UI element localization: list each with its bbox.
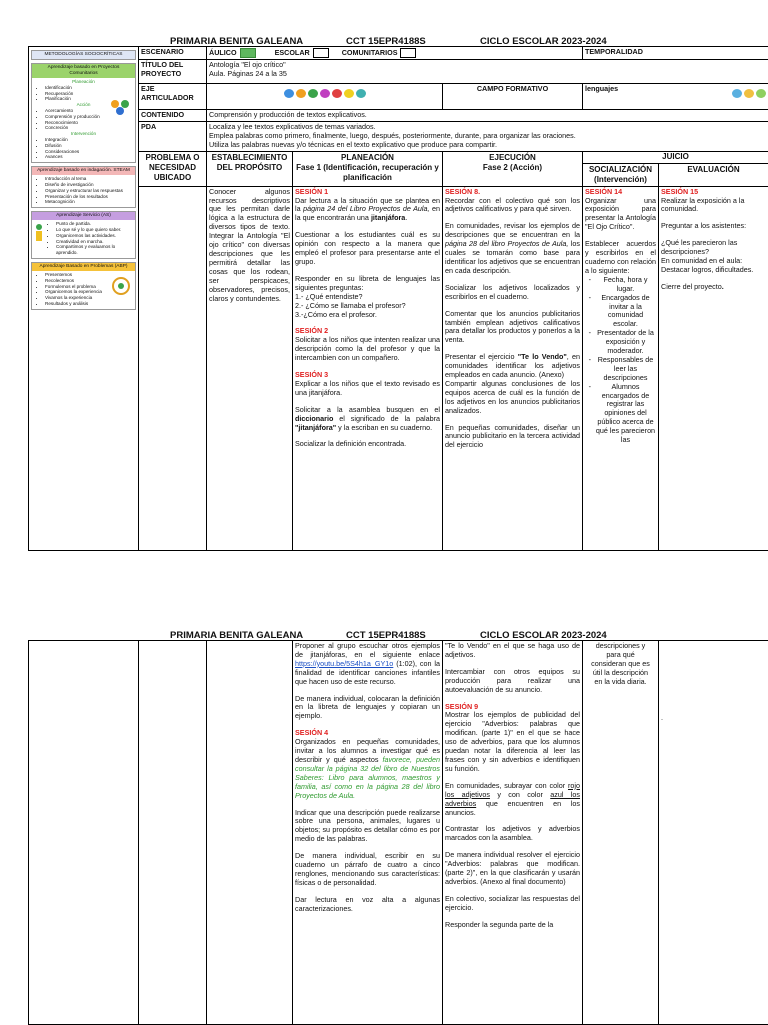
juicio-label: JUICIO xyxy=(583,151,768,163)
pda-line: Emplea palabras como primero, finalmente, luego, después, posteriormente, durante, para organizar las oraciones. xyxy=(209,132,766,141)
list-item: • Concreción xyxy=(45,125,132,131)
proposito-label: ESTABLECIMIENTO DEL PROPÓSITO xyxy=(207,151,293,186)
evaluacion-label: EVALUACIÓN xyxy=(659,163,768,186)
list-item: • Difusión xyxy=(45,143,132,149)
question: 3.-¿Cómo era el profesor. xyxy=(295,311,440,320)
service-body xyxy=(32,220,135,258)
eje-icons xyxy=(207,84,443,110)
text: página 24 del Libro Proyectos de Aula, xyxy=(303,204,429,213)
list-item: • Reconocimiento xyxy=(45,120,132,126)
steam-body xyxy=(32,175,135,207)
contenido-label: CONTENIDO xyxy=(139,110,207,122)
planeacion-sub: Fase 1 (Identificación, recuperación y planificación xyxy=(295,163,440,183)
paragraph: Establecer acuerdos y escribirlos en el cuaderno con relación a lo siguiente: xyxy=(585,240,656,276)
lenguajes-icons xyxy=(732,89,766,98)
list-item: • Avances xyxy=(45,154,132,160)
planning-table-page1 xyxy=(28,46,768,551)
text: Organizados en pequeñas comunidades, invitar a los alumnos a investigar qué es describir y qué aspectos xyxy=(295,737,440,764)
paragraph: ¿Qué les parecieron las descripciones? xyxy=(661,239,766,257)
list-item: • Consideraciones xyxy=(45,149,132,155)
eje-label: EJE ARTICULADOR xyxy=(139,84,207,110)
school-cycle: CICLO ESCOLAR 2023-2024 xyxy=(480,36,607,47)
titulo-line2: Aula. Páginas 24 a la 35 xyxy=(209,70,766,79)
text: en la que encontrarán una xyxy=(295,204,440,222)
problems-title: Aprendizaje Basado en Problemas (ABP) xyxy=(32,263,135,271)
text: diccionario xyxy=(295,414,333,423)
interculturality-icon xyxy=(308,89,318,98)
list-item: • Punto de partida. xyxy=(56,221,132,227)
text: Proponer al grupo escuchar otros ejemplos de jitanjáforas, en el siguiente enlace xyxy=(295,641,440,659)
problema-cell xyxy=(139,186,207,550)
methodology-title: METODOLOGÍAS SOCIOCRÍTICAS xyxy=(32,51,135,59)
paragraph: Mostrar los ejemplos de publicidad del ejercicio "Adverbios: palabras que modifican. (parte 1)" en el que se hace uso de adverbios, para que los alumnos puedan notar la diferencia al leer las frases con y sin adverbios e identifiquen su función. xyxy=(445,711,580,773)
planeacion-cell-p2 xyxy=(293,641,443,1025)
reading-icon xyxy=(344,89,354,98)
session-title: SESIÓN 2 xyxy=(295,327,440,336)
question: 1.- ¿Qué entendiste? xyxy=(295,293,440,302)
text: azul los adverbios xyxy=(445,790,580,808)
escolar-label: ESCOLAR xyxy=(275,48,310,57)
paragraph: Responder en su libreta de lenguajes las siguientes preguntas: xyxy=(295,275,440,293)
steam-title: Aprendizaje basado en indagación. STEAM xyxy=(32,167,135,175)
text: jitanjáfora xyxy=(371,213,405,222)
problema-cell-empty xyxy=(139,641,207,1025)
list-item: - Alumnos encargados de registrar las opiniones del público acerca de qué les parecieron las xyxy=(595,383,656,445)
paragraph: Realizar la exposición a la comunidad. xyxy=(661,197,766,215)
ejecucion-header xyxy=(443,151,583,186)
paragraph: Explicar a los niños que el texto revisado es una jitanjáfora. xyxy=(295,380,440,398)
paragraph: Responder la segunda parte de la xyxy=(445,921,580,930)
text: que encuentren en los anuncios. xyxy=(445,799,580,817)
phase-planeacion: Planeación xyxy=(35,79,132,85)
text: los cuales se tomarán como base para identificar los adjetivos que se encuentran en cada descripción. xyxy=(445,239,580,275)
list-item: • Resultados y análisis xyxy=(45,301,132,307)
text: el significado de la palabra xyxy=(333,414,440,423)
school-name: PRIMARIA BENITA GALEANA xyxy=(170,36,303,47)
text: página 28 del libro Proyectos de Aula, xyxy=(445,239,568,248)
socializacion-cell-p2: descripciones y para qué consideran que es útil la descripción en la vida diaria. xyxy=(583,641,659,1025)
escenario-label: ESCENARIO xyxy=(139,47,207,60)
paragraph: Contrastar los adjetivos y adverbios marcados con la asamblea. xyxy=(445,825,580,843)
people-icon xyxy=(33,223,45,245)
list-item: - Presentador de la exposición y moderador. xyxy=(595,329,656,356)
session-title: SESIÓN 14 xyxy=(585,188,656,197)
aulico-checkbox[interactable] xyxy=(240,48,256,58)
titulo-value xyxy=(207,60,768,84)
puzzle-icon xyxy=(111,275,131,297)
planeacion-header xyxy=(293,151,443,186)
service-box xyxy=(31,211,136,259)
inclusion-icon xyxy=(284,89,294,98)
lenguajes-icon xyxy=(744,89,754,98)
paragraph: Solicitar a los niños que intenten realizar una descripción como la del profesor y que la intercambien con un compañero. xyxy=(295,336,440,363)
list-item: • Lo que sé y lo que quiero saber. xyxy=(56,227,132,233)
text: favorece, pueden consultar la página 32 del libro de Nuestros Saberes: Libro para alumnos, maestros y familia, así como en la página 28 del libro Proyectos de Aula. xyxy=(295,755,440,800)
paragraph: Cuestionar a los estudiantes cuál es su opinión con respecto a la manera que empleó el profesor para presentarse ante el grupo. xyxy=(295,231,440,267)
abp-projects-box xyxy=(31,63,136,163)
list-item: • Integración xyxy=(45,137,132,143)
list-item: - Fecha, hora y lugar. xyxy=(595,276,656,294)
evaluacion-cell-p2 xyxy=(659,641,768,1025)
paragraph: De manera individual, colocaran la definición en la libreta de lenguajes y copiaran un ejemplo. xyxy=(295,695,440,722)
list-item: • Metacognición xyxy=(45,199,132,205)
phase-accion: Acción xyxy=(35,102,132,108)
steam-box xyxy=(31,166,136,208)
list-item: • Planificación xyxy=(45,96,132,102)
paragraph: En comunidad en el aula: Destacar logros, dificultades. xyxy=(661,257,766,275)
gender-equality-icon xyxy=(320,89,330,98)
session-title: SESIÓN 8. xyxy=(445,188,580,197)
pda-line: Localiza y lee textos explicativos de temas variados. xyxy=(209,123,766,132)
video-link[interactable]: https://youtu.be/5S4h1a_GY1o xyxy=(295,659,393,668)
temporalidad-label: TEMPORALIDAD xyxy=(583,47,768,60)
list-item: • Compartimos y evaluamos lo aprendido. xyxy=(56,244,132,256)
list-item: • Acercamiento xyxy=(45,108,132,114)
pda-line: Utiliza las palabras nuevas y/o técnicas en el texto explicativo que produce para compartir. xyxy=(209,141,766,150)
school-cycle: CICLO ESCOLAR 2023-2024 xyxy=(480,630,607,641)
service-title: Aprendizaje Servicio (AS) xyxy=(32,212,135,220)
session-title: SESIÓN 9 xyxy=(445,703,580,712)
text: y con color xyxy=(490,790,550,799)
text: y la escriban en su cuaderno. xyxy=(336,423,432,432)
escenario-options xyxy=(207,47,583,60)
list-item: • Organicemos la experiencia xyxy=(45,289,132,295)
contenido-value: Comprensión y producción de textos explicativos. xyxy=(207,110,768,122)
text: . xyxy=(722,282,724,291)
list-item: • Recolectemos xyxy=(45,278,132,284)
escolar-checkbox[interactable] xyxy=(313,48,329,58)
paragraph: De manera individual, escribir en su cuaderno un párrafo de cuatro a cinco renglones, mencionando sus características: físicas o de personalidad. xyxy=(295,852,440,888)
ejecucion-cell xyxy=(443,186,583,550)
socializacion-cell xyxy=(583,186,659,550)
methodology-title-box xyxy=(31,50,136,60)
aulico-label: ÁULICO xyxy=(209,48,237,57)
text: "Te lo Vendo" xyxy=(518,352,567,361)
text: (1:02), con la finalidad de identificar canciones infantiles que hacen uso de este recurso. xyxy=(295,659,440,686)
cct-code: CCT 15EPR4188S xyxy=(346,630,426,641)
campo-label: CAMPO FORMATIVO xyxy=(443,84,583,110)
paragraph: . xyxy=(661,714,766,723)
cct-code: CCT 15EPR4188S xyxy=(346,36,426,47)
school-name: PRIMARIA BENITA GALEANA xyxy=(170,630,303,641)
sidebar-cell-empty xyxy=(29,641,139,1025)
text: Cierre del proyecto xyxy=(661,282,722,291)
text: "jitanjáfora" xyxy=(295,423,336,432)
paragraph: "Te lo Vendo" en el que se haga uso de adjetivos. xyxy=(445,642,580,660)
session-title: SESIÓN 15 xyxy=(661,188,766,197)
evaluacion-cell xyxy=(659,186,768,550)
comunitarios-checkbox[interactable] xyxy=(400,48,416,58)
list-item: - Encargados de invitar a la comunidad escolar. xyxy=(595,294,656,330)
ejecucion-sub: Fase 2 (Acción) xyxy=(445,163,580,173)
list-item: • Organizar y estructurar las respuestas xyxy=(45,188,132,194)
paragraph: Recordar con el colectivo qué son los adjetivos calificativos y para qué sirven. xyxy=(445,197,580,215)
critical-thinking-icon xyxy=(296,89,306,98)
list-item: • Formulemos el problema xyxy=(45,284,132,290)
problems-box xyxy=(31,262,136,310)
session-title: SESIÓN 4 xyxy=(295,729,440,738)
eje-articulador-icons xyxy=(284,89,366,98)
socializacion-label: SOCIALIZACIÓN (Intervención) xyxy=(583,163,659,186)
session-title: SESIÓN 1 xyxy=(295,188,440,197)
arts-icon xyxy=(356,89,366,98)
paragraph: Intercambiar con otros equipos su producción para realizar una autoevaluación de su anuncio. xyxy=(445,668,580,695)
phase-intervencion: Intervención xyxy=(35,131,132,137)
paragraph: Comentar que los anuncios publicitarios también emplean adjetivos calificativos para detallar los productos y ponerlos a la venta. xyxy=(445,310,580,346)
list-item: • Vivamos la experiencia xyxy=(45,295,132,301)
abp-projects-title: Aprendizaje basado en Proyectos Comunitarios xyxy=(32,64,135,78)
methodology-sidebar xyxy=(29,47,139,551)
paragraph: Compartir algunas conclusiones de los equipos acerca de cuál es la función de los adjetivos en los anuncios publicitarios analizados. xyxy=(445,380,580,416)
campo-value-cell xyxy=(583,84,768,110)
text: Solicitar a la asamblea busquen en el xyxy=(295,405,440,414)
problems-body xyxy=(32,271,135,309)
paragraph: Socializar los adjetivos localizados y escribirlos en el cuaderno. xyxy=(445,284,580,302)
paragraph: Organizar una exposición para presentar la Antología "El Ojo Crítico". xyxy=(585,197,656,233)
text: Dar lectura a la situación que se plantea en la xyxy=(295,196,440,214)
text: rojo los adjetivos xyxy=(445,781,580,799)
text: , en comunidades identificar los adjetivos empleados en cada anuncio. (Anexo) xyxy=(445,352,580,379)
paragraph: En pequeñas comunidades, diseñar un anuncio publicitario en la tercera actividad del ejercicio xyxy=(445,424,580,451)
paragraph: En colectivo, socializar las respuestas del ejercicio. xyxy=(445,895,580,913)
abp-projects-body xyxy=(32,78,135,162)
list-item: • Creatividad en marcha. xyxy=(56,239,132,245)
planning-table-page2 xyxy=(28,640,768,1025)
proposito-cell-empty xyxy=(207,641,293,1025)
ejecucion-label: EJECUCIÓN xyxy=(445,153,580,163)
planeacion-cell: SESIÓN 1 Dar lectura a la situación que se plantea en la página 24 del Libro Proyectos de Aula, en la que encontrarán una jitanjáfora. Cuestionar a los estudiantes cuál es su opinión con respecto a la manera que empleó el profesor para presentarse ante el grupo. Responder en su libreta de lenguajes las siguientes preguntas: 1.- ¿Qué entendiste? 2.- ¿Cómo se llamaba el profesor? 3.-¿Cómo era el profesor. SESIÓN 2 Solicitar a los niños que intenten realizar una descripción como la del profesor y que la intercambien con un compañero. SESIÓN 3 Explicar a los niños que el texto revisado es una jitanjáfora. Solicitar a la asamblea busquen en el diccionario el significado de la palabra "jitanjáfora" y la escriban en su cuaderno. Socializar la definición encontrada. xyxy=(293,186,443,550)
cycle-icon xyxy=(109,98,131,116)
session-title: SESIÓN 3 xyxy=(295,371,440,380)
paragraph: Dar lectura en voz alta a algunas caracterizaciones. xyxy=(295,896,440,914)
list-item: • Recuperación xyxy=(45,91,132,97)
list-item: • Introducción al tema xyxy=(45,176,132,182)
comunitarios-label: COMUNITARIOS xyxy=(342,48,398,57)
lenguajes-icon xyxy=(732,89,742,98)
paragraph: Socializar la definición encontrada. xyxy=(295,440,440,449)
titulo-line1: Antología "El ojo crítico" xyxy=(209,61,766,70)
list-item: - Responsables de leer las descripciones xyxy=(595,356,656,383)
text: En comunidades, revisar los ejemplos de descripciones que se encuentran en la xyxy=(445,221,580,239)
health-icon xyxy=(332,89,342,98)
text: En comunidades, subrayar con color xyxy=(445,781,568,790)
list-item: • Presentación de los resultados xyxy=(45,194,132,200)
paragraph: De manera individual resolver el ejercicio "Adverbios: palabras que modifican. (parte 2)", en la que clasificarán y usarán adverbios. (Anexo al final documento) xyxy=(445,851,580,887)
campo-value: lenguajes xyxy=(585,84,618,93)
list-item: • Comprensión y producción xyxy=(45,114,132,120)
question: 2.- ¿Cómo se llamaba el profesor? xyxy=(295,302,440,311)
text: Presentar el ejercicio xyxy=(445,352,518,361)
planeacion-label: PLANEACIÓN xyxy=(295,153,440,163)
problema-label: PROBLEMA O NECESIDAD UBICADO xyxy=(139,151,207,186)
lenguajes-icon xyxy=(756,89,766,98)
titulo-label: TÍTULO DEL PROYECTO xyxy=(139,60,207,84)
list-item: • Identificación xyxy=(45,85,132,91)
list-item: • Organicemos las actividades. xyxy=(56,233,132,239)
paragraph: Indicar que una descripción puede realizarse sobre una persona, animales, lugares u objetos; su propósito es detallar cómo es por medio de las palabras. xyxy=(295,809,440,845)
pda-value xyxy=(207,121,768,151)
ejecucion-cell-p2 xyxy=(443,641,583,1025)
list-item: • Diseño de investigación xyxy=(45,182,132,188)
pda-label: PDA xyxy=(139,121,207,151)
proposito-cell: Conocer algunos recursos descriptivos que les permitan darle lógica a la estructura de diversos tipos de texto. Integrar la Antología "El ojo crítico" con diversas descripciones que les permitirá detallar las cosas que los rodean, ser perspicaces, observadores, precisos, claros y contundentes. xyxy=(207,186,293,550)
list-item: • Presentemos xyxy=(45,272,132,278)
paragraph: Preguntar a los asistentes: xyxy=(661,222,766,231)
